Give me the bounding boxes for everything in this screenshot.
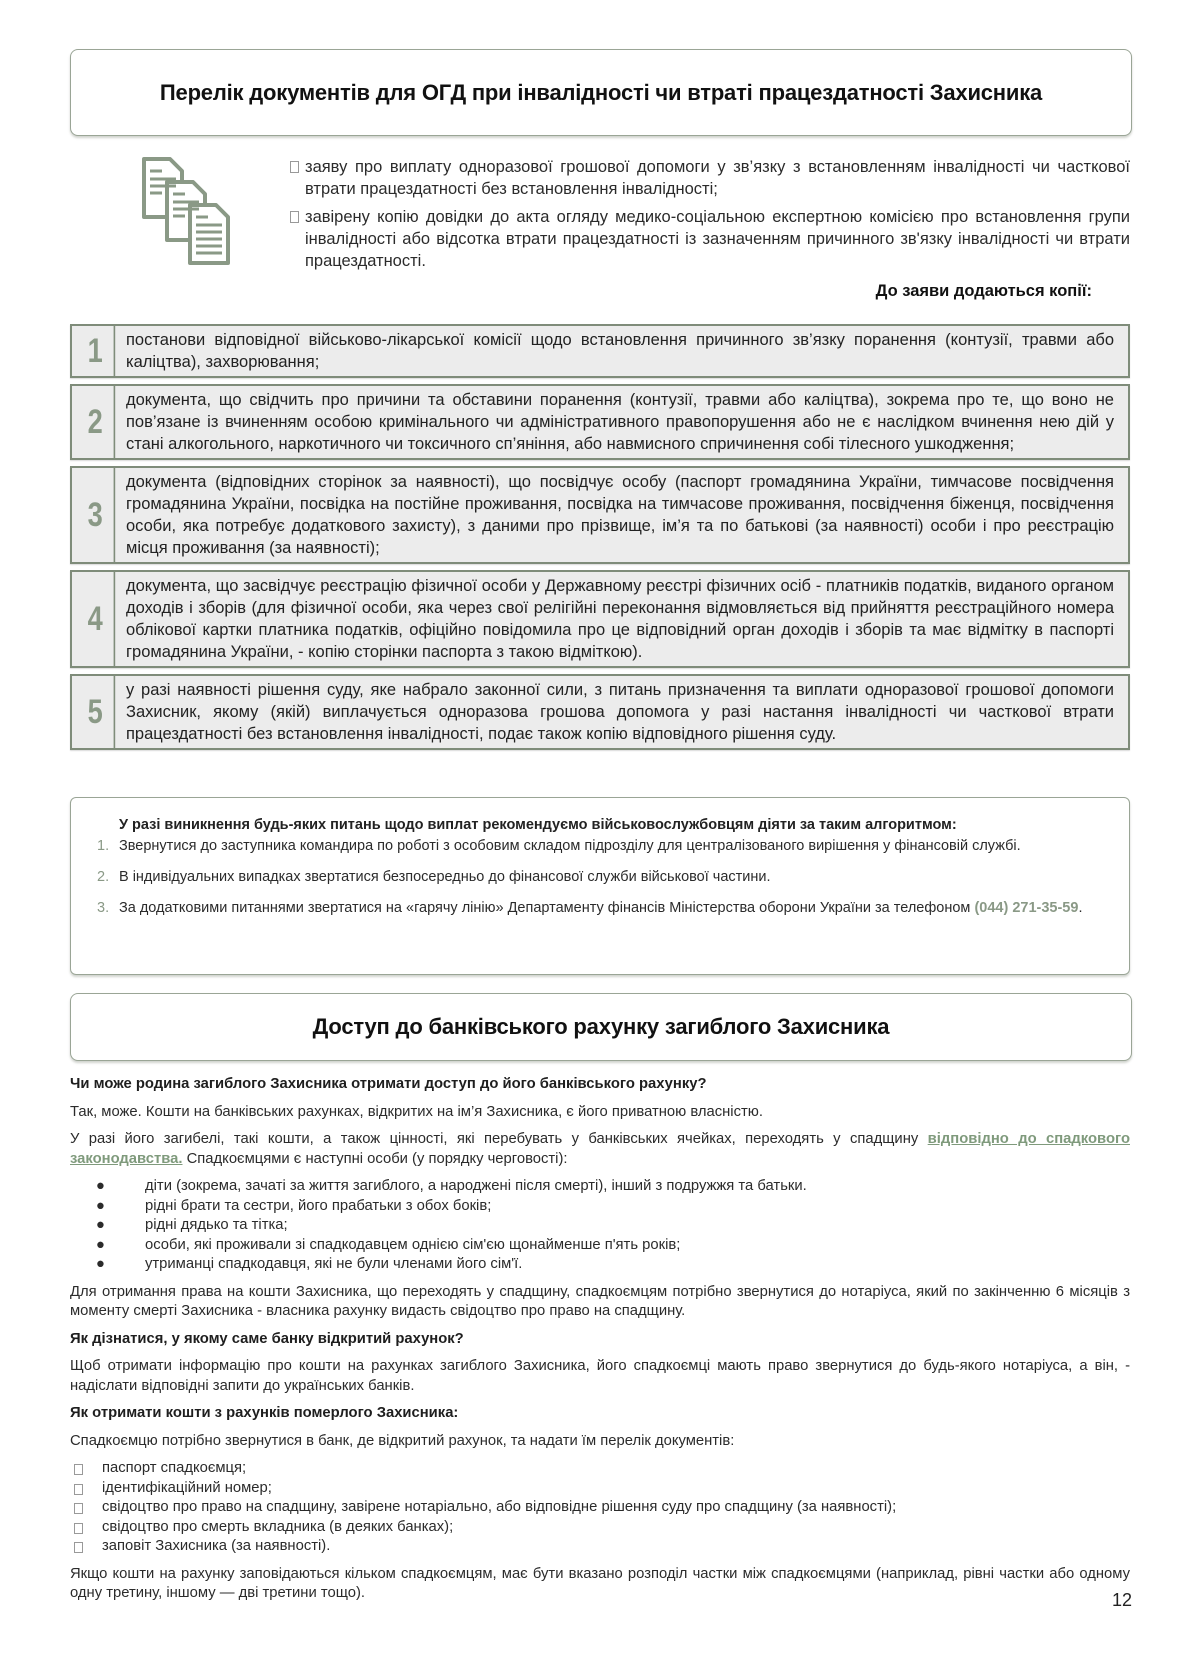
heirs-list — [70, 1177, 1130, 1275]
list-item: ● особи, які проживали зі спадкодавцем однією сім'єю щонайменше п'ять років; — [70, 1236, 1130, 1256]
checkbox-square-icon — [74, 1542, 83, 1553]
checkbox-square-icon — [74, 1523, 83, 1534]
attachments-label: До заяви додаються копії: — [875, 282, 1092, 300]
checkbox-square-icon — [74, 1464, 83, 1475]
section-title-box — [70, 993, 1132, 1061]
paragraph: Так, може. Кошти на банківських рахунках, відкритих на ім’я Захисника, є його приватною власністю. — [70, 1103, 763, 1120]
row-number: 1 — [77, 326, 115, 376]
section-title-box — [70, 49, 1132, 136]
paragraph: У разі його загибелі, такі кошти, а також цінності, які перебувать у банківських ячейках, переходять у спадщину відповідно до спадкового законодавства. Спадкоємцями є наступні особи (у порядку черговості): — [70, 1131, 1130, 1167]
list-item: ідентифікаційний номер; — [70, 1479, 1130, 1499]
list-item: ● рідні дядько та тітка; — [70, 1216, 1130, 1236]
table-row — [70, 570, 1130, 668]
hotline-phone[interactable]: (044) 271-35-59 — [974, 900, 1079, 916]
row-text: документа (відповідних сторінок за наявності), що посвідчує особу (паспорт громадянина України, тимчасове посвідчення громадянина України, посвідка на постійне проживання, посвідка на тимчасове проживання, посвідчення біженця, посвідчення особи, яка потребує додаткового захисту), з даними про прізвище, ім’я та по батькові (за наявності) особи і про реєстрацію місця проживання (за наявності); — [126, 473, 1114, 557]
list-item: паспорт спадкоємця; — [70, 1459, 1130, 1479]
bullet-icon: ● — [96, 1217, 105, 1233]
required-documents-list — [290, 156, 1130, 278]
table-row — [70, 466, 1130, 564]
checkbox-square-icon — [290, 211, 299, 223]
bullet-icon: ● — [96, 1197, 105, 1214]
inheritance-law-link[interactable]: відповідно до спадкового законодавства. — [70, 1131, 1130, 1167]
section-title: Перелік документів для ОГД при інвалідності чи втраті працездатності Захисника — [159, 79, 1043, 105]
row-number: 5 — [77, 676, 115, 748]
checkbox-square-icon — [290, 161, 299, 173]
question-heading: Як отримати кошти з рахунків померлого Захисника: — [70, 1405, 459, 1421]
algorithm-box — [70, 797, 1130, 975]
paragraph: Для отримання права на кошти Захисника, що переходять у спадщину, спадкоємцям потрібно звернутися до нотаріуса, який по закінченню 6 місяців з моменту смерті Захисника - власника рахунку видасть свідоцтво про право на спадщину. — [70, 1283, 1130, 1319]
list-item: заповіт Захисника (за наявності). — [70, 1537, 1130, 1557]
row-text: постанови відповідної військово-лікарської комісії щодо встановлення причинного зв’язку поранення (контузії, травми або каліцтва), захворювання; — [126, 331, 1114, 371]
item-number: 2. — [97, 869, 110, 885]
item-number: 3. — [97, 900, 110, 916]
list-item: ● рідні брати та сестри, його прабатьки з обох боків; — [70, 1197, 1130, 1217]
bullet-icon: ● — [96, 1178, 105, 1194]
list-item: 3. За додатковими питаннями звертатися на «гарячу лінію» Департаменту фінансів Міністерства оборони України за телефоном (044) 271-35-59. — [97, 900, 1083, 916]
list-item: свідоцтво про право на спадщину, завірене нотаріально, або відповідне рішення суду про спадщину (за наявності); — [70, 1498, 1130, 1518]
algorithm-list — [97, 837, 1097, 930]
attachments-table — [70, 324, 1130, 756]
question-heading: Як дізнатися, у якому саме банку відкритий рахунок? — [70, 1330, 464, 1347]
bank-documents-list — [70, 1459, 1130, 1557]
bank-access-content — [70, 1075, 1130, 1612]
checkbox-square-icon — [74, 1503, 83, 1514]
bullet-icon: ● — [96, 1256, 105, 1272]
algorithm-lead: У разі виникнення будь-яких питань щодо виплат рекомендуємо військовослужбовцям діяти за таким алгоритмом: — [119, 817, 957, 833]
list-item: свідоцтво про смерть вкладника (в деяких банках); — [70, 1518, 1130, 1538]
list-item: ● діти (зокрема, зачаті за життя загиблого, а народжені після смерті), інший з подружжя та батьки. — [70, 1177, 1130, 1197]
row-text: у разі наявності рішення суду, яке набрало законної сили, з питань призначення та виплати одноразової грошової допомоги Захисник, якому (якій) виплачується одноразова грошова допомога у разі настання інвалідності чи часткової втрати працездатності без встановлення інвалідності, подає також копію відповідного рішення суду. — [126, 681, 1114, 743]
row-number: 2 — [77, 386, 115, 458]
paragraph: Спадкоємцю потрібно звернутися в банк, де відкритий рахунок, та надати їм перелік документів: — [70, 1432, 735, 1449]
question-heading: Чи може родина загиблого Захисника отримати доступ до його банківського рахунку? — [70, 1076, 707, 1092]
documents-icon — [140, 155, 245, 265]
section-title: Доступ до банківського рахунку загиблого Захисника — [312, 1014, 890, 1039]
row-text: документа, що засвідчує реєстрацію фізичної особи у Державному реєстрі фізичних осіб - платників податків, виданого органом доходів і зборів (для фізичної особи, яка через свої релігійні переконання відмовляється від прийняття реєстраційного номера облікової картки платника податків, офіційно повідомила про це відповідний орган доходів і зборів та має відмітку в паспорті громадянина України, - копію сторінки паспорта з такою відміткою). — [126, 577, 1114, 661]
paragraph: Якщо кошти на рахунку заповідаються кільком спадкоємцям, має бути вказано розподіл частки між спадкоємцями (наприклад, рівні частки або одному одну третину, іншому — дві третини тощо). — [70, 1565, 1130, 1601]
checkbox-square-icon — [74, 1484, 83, 1495]
row-number: 4 — [77, 572, 115, 666]
item-number: 1. — [97, 838, 110, 854]
list-item: завірену копію довідки до акта огляду медико-соціальною експертною комісією про встановлення групи інвалідності або відсотка втрати працездатності із зазначенням причинного зв'язку інвалідності чи втрати працездатності. — [290, 206, 1130, 272]
page-number: 12 — [1111, 1590, 1132, 1610]
paragraph: Щоб отримати інформацію про кошти на рахунках загиблого Захисника, його спадкоємці мають право звернутися до будь-якого нотаріуса, а він, - надіслати відповідні запити до українських банків. — [70, 1358, 1130, 1394]
table-row — [70, 674, 1130, 750]
bullet-icon: ● — [96, 1236, 105, 1253]
list-item: 1. Звернутися до заступника командира по роботі з особовим складом підрозділу для централізованого вирішення у фінансовій службі. — [97, 838, 1021, 854]
table-row — [70, 324, 1130, 378]
list-item: заяву про виплату одноразової грошової допомоги у зв’язку з встановленням інвалідності чи часткової втрати працездатності без встановлення інвалідності; — [290, 156, 1130, 200]
row-text: документа, що свідчить про причини та обставини поранення (контузії, травми або каліцтва), зокрема про те, що воно не пов’язане із вчиненням особою кримінального чи адміністративного правопорушення або не є наслідком вчинення нею дій у стані алкогольного, наркотичного чи токсичного сп’яніння, або навмисного спричинення собі тілесного ушкодження; — [126, 391, 1114, 453]
list-item: ● утриманці спадкодавця, які не були членами його сім'ї. — [70, 1255, 1130, 1275]
row-number: 3 — [77, 468, 115, 562]
list-item: 2. В індивідуальних випадках звертатися безпосередньо до фінансової служби військової частини. — [97, 869, 771, 885]
table-row — [70, 384, 1130, 460]
